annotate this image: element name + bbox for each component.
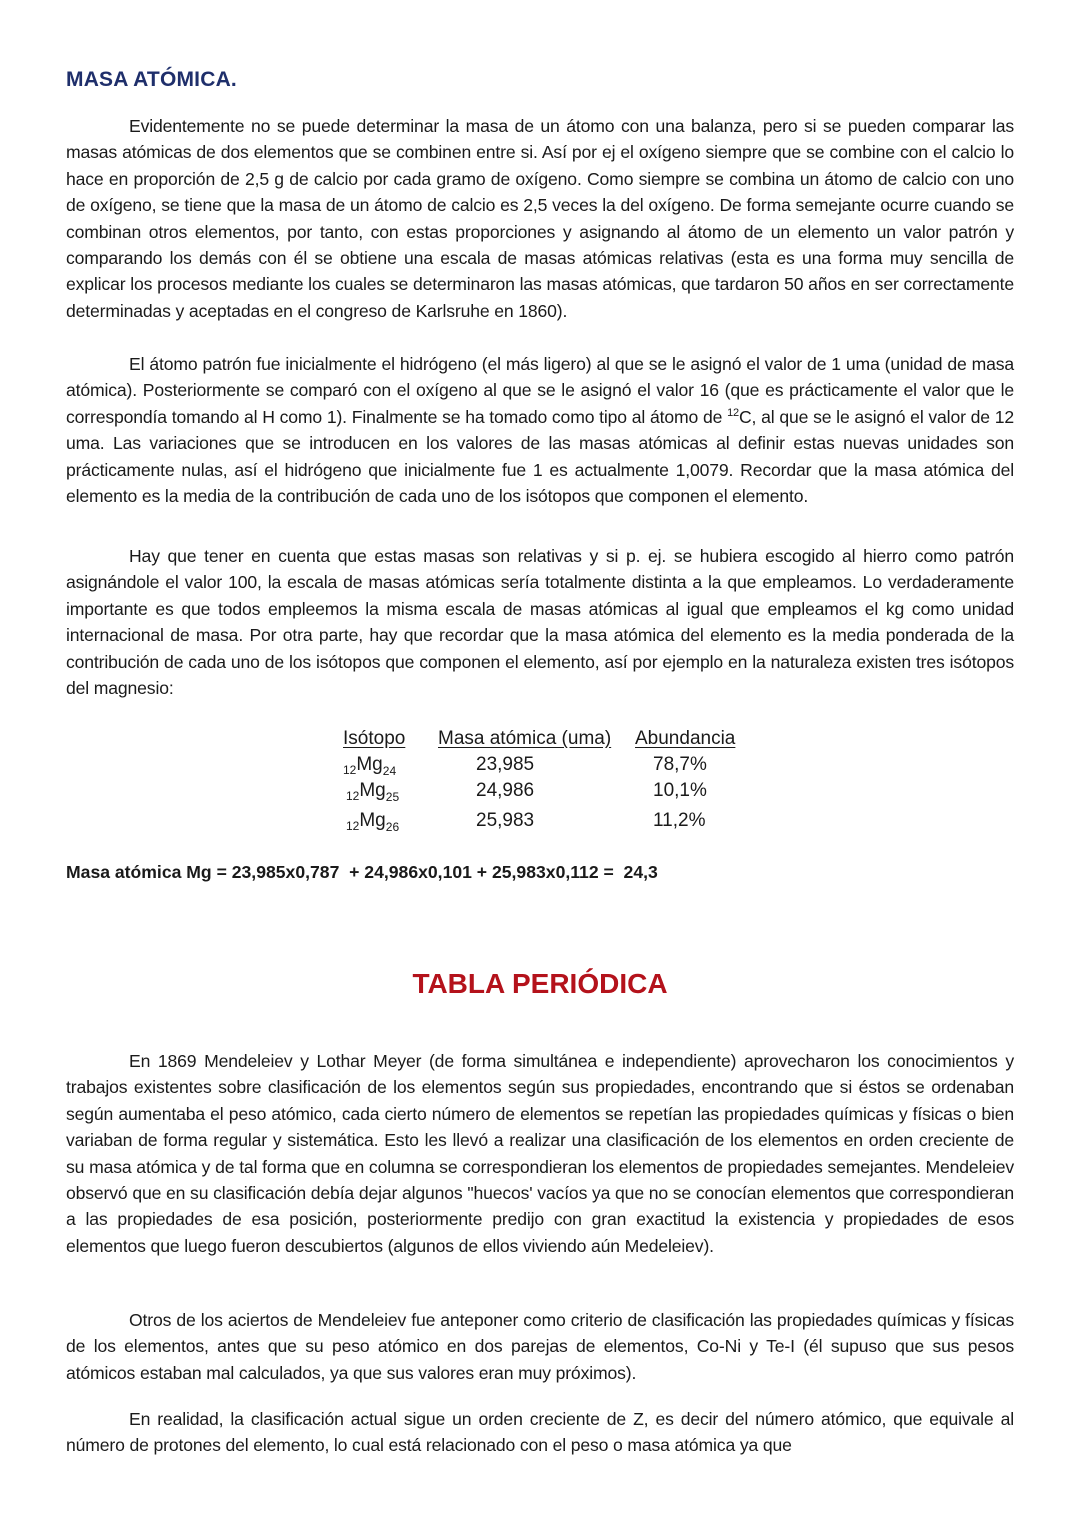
isotope-mass: 23,985 [476,754,535,775]
section-title-masa-atomica: MASA ATÓMICA. [66,68,237,91]
mg-mass-formula: Masa atómica Mg = 23,985x0,787 + 24,986x0,101 + 25,983x0,112 = 24,3 [66,862,658,882]
paragraph-atomo-patron [66,351,1014,509]
isotope-mass: 25,983 [476,810,535,831]
paragraph-text: En realidad, la clasificación actual sigue un orden creciente de Z, es decir del número atómico, que equivale al número de protones del elemento, lo cual está relacionado con el peso o masa atómica ya que [66,1409,1014,1456]
paragraph-masas-relativas [66,543,1014,701]
paragraph-text: Hay que tener en cuenta que estas masas son relativas y si p. ej. se hubiera escogido al hierro como patrón asignándole el valor 100, la escala de masas atómicas sería totalmente distinta a la que empleamos. Lo verdaderamente importante es que todos empleemos la misma escala de masas atómicas al igual que empleamos el kg como unidad internacional de masa. Por otra parte, hay que recordar que la masa atómica del elemento es la media ponderada de la contribución de cada uno de los isótopos que componen el elemento, así por ejemplo en la naturaleza existen tres isótopos del magnesio: [66,546,1014,699]
header-isotopo: Isótopo [343,728,406,749]
section-title-tabla-periodica: TABLA PERIÓDICA [412,968,668,999]
isotope-symbol: $_{12}Mg_{25}$ [346,780,400,804]
isotope-abundance: 11,2% [653,810,706,831]
isotope-symbol: $_{12}Mg_{26}$ [346,810,400,834]
isotope-abundance: 78,7% [653,754,707,775]
paragraph-aciertos-mendeleiev [66,1307,1014,1386]
isotope-abundance: 10,1% [653,780,707,801]
paragraph-masa-atomica-intro [66,113,1014,324]
paragraph-text: El átomo patrón fue inicialmente el hidrógeno (el más ligero) al que se le asignó el valor de 1 uma (unidad de masa atómica). Posteriormente se comparó con el oxígeno al que se le asignó el valor 16 (que es prácticamente el valor que le correspondía tomando al H como 1). Finalmente se ha tomado como tipo al átomo de [66,354,1014,427]
header-abundancia: Abundancia [635,728,736,749]
paragraph-text: Evidentemente no se puede determinar la masa de un átomo con una balanza, pero si se pueden comparar las masas atómicas de dos elementos que se combinen entre si. Así por ej el oxígeno siempre que se combine con el calcio lo hace en proporción de 2,5 g de calcio por cada gramo de oxígeno. Como siempre se combina un átomo de calcio con uno de oxígeno, se tiene que la masa de un átomo de calcio es 2,5 veces la del oxígeno. De forma semejante ocurre cuando se combinan otros elementos, por tanto, con estas proporciones y asignando al átomo de un elemento un valor patrón y comparando los demás con él se obtiene una escala de masas atómicas relativas (esta es una forma muy sencilla de explicar los procesos mediante los cuales se determinaron las masas atómicas, que tardaron 50 años en ser correctamente determinadas y aceptadas en el congreso de Karlsruhe en 1860). [66,116,1014,321]
header-masa-atomica: Masa atómica (uma) [438,728,612,749]
paragraph-mendeleiev-meyer [66,1048,1014,1259]
isotope-symbol: $_{12}Mg_{24}$ [343,754,397,778]
isotope-mass: 24,986 [476,780,535,801]
superscript-mass-number: 12 [727,406,739,419]
paragraph-text: Otros de los aciertos de Mendeleiev fue anteponer como criterio de clasificación las propiedades químicas y físicas de los elementos, antes que su peso atómico en dos parejas de elementos, Co-Ni y Te-I (él supuso que sus pesos atómicos estaban mal calculados, ya que sus valores eran muy próximos). [66,1310,1014,1383]
paragraph-clasificacion-actual [66,1406,1014,1459]
paragraph-text: C, al que se le asignó el valor de 12 uma. Las variaciones que se introducen en los valores de las masas atómicas al definir estas nuevas unidades son prácticamente nulas, así el hidrógeno que inicialmente fue 1 es actualmente 1,0079. Recordar que la masa atómica del elemento es la media de la contribución de cada uno de los isótopos que componen el elemento. [66,406,1014,507]
paragraph-text: En 1869 Mendeleiev y Lothar Meyer (de forma simultánea e independiente) aprovecharon los conocimientos y trabajos existentes sobre clasificación de los elementos según sus propiedades, encontrando que si éstos se ordenaban según aumentaba el peso atómico, cada cierto número de elementos se repetían las propiedades químicas y físicas o bien variaban de forma regular y sistemática. Esto les llevó a realizar una clasificación de los elementos en orden creciente de su masa atómica y de tal forma que en columna se correspondieran los elementos de propiedades semejantes. Mendeleiev observó que en su clasificación debía dejar algunos "huecos' vacíos ya que no se conocían elementos que correspondieran a las propiedades de esa posición, posteriormente predijo con gran exactitud la existencia y propiedades de esos elementos que luego fueron descubiertos (algunos de ellos viviendo aún Medeleiev). [66,1051,1014,1256]
